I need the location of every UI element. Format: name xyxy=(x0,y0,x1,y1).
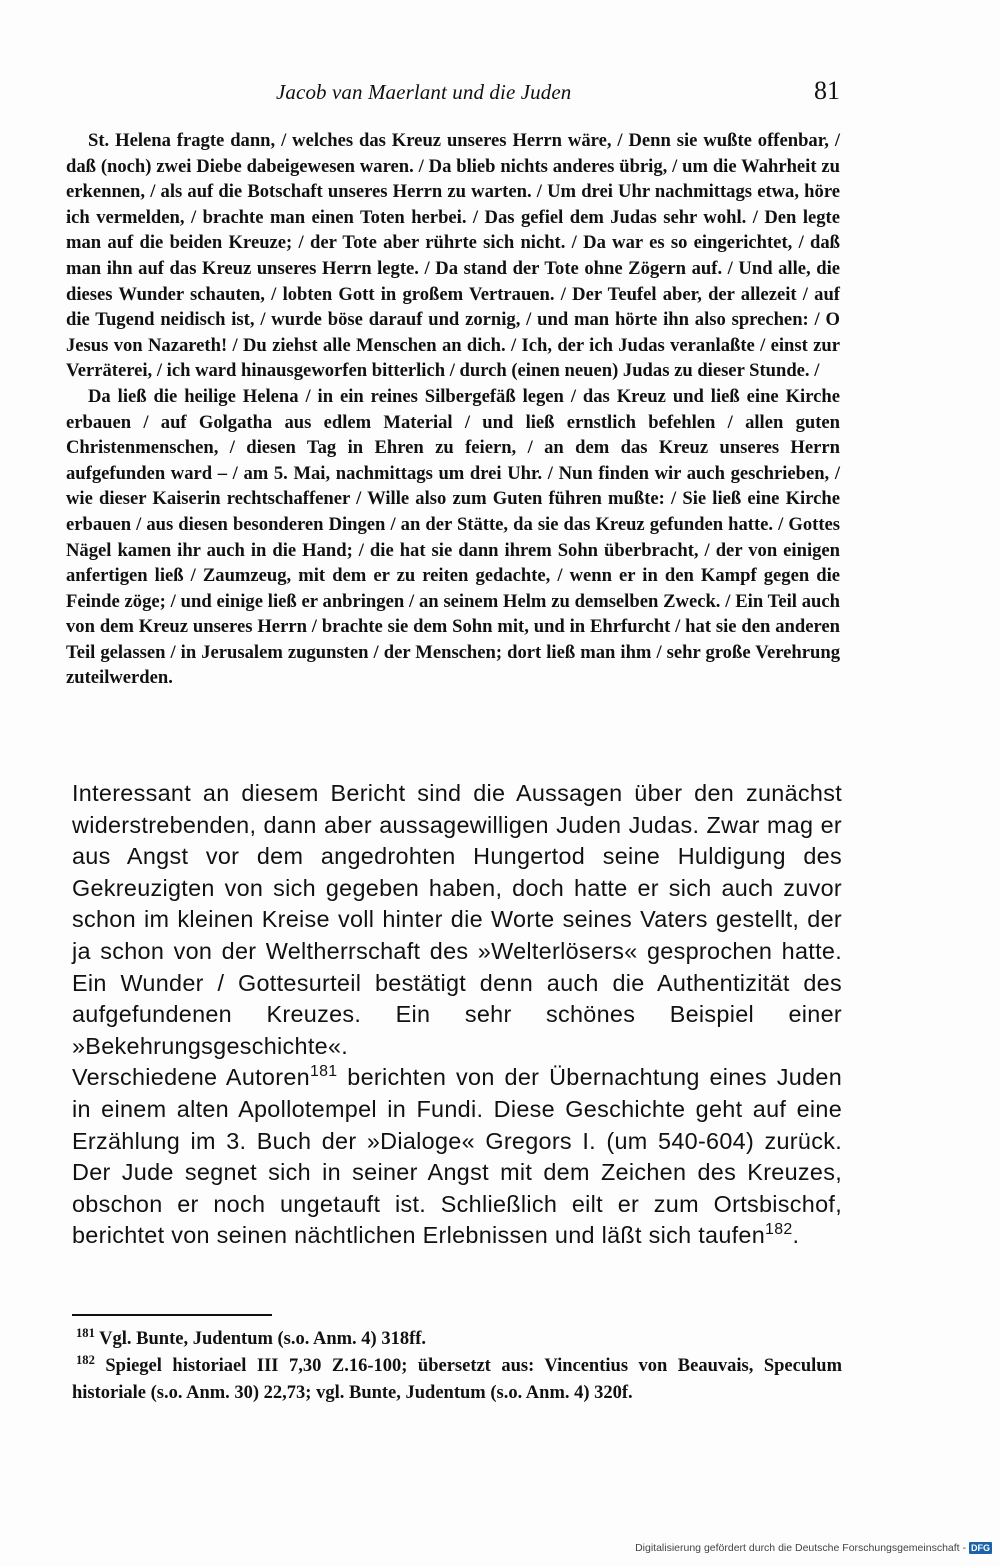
digitization-credit xyxy=(635,1542,992,1554)
credit-text: Digitalisierung gefördert durch die Deutsche Forschungsgemeinschaft - xyxy=(635,1542,966,1554)
quote-paragraph-2: Da ließ die heilige Helena / in ein reines Silbergefäß legen / das Kreuz und ließ eine Kirche erbauen / auf Golgatha aus edlem Material / und ließ ernstlich befehlen / allen guten Christenmenschen, / diesen Tag in Ehren zu feiern, / an dem das Kreuz unseres Herrn aufgefunden ward – / am 5. Mai, nachmittags um drei Uhr. / Nun finden wir auch geschrieben, / wie dieser Kaiserin rechtschaffener / Wille also zum Guten führen mußte: / Sie ließ eine Kirche erbauen / aus diesen besonderen Dingen / an der Stätte, da sie das Kreuz gefunden hatte. / Gottes Nägel kamen ihr auch in die Hand; / die hat sie dann ihrem Sohn überbracht, / der von einigen anfertigen ließ / Zaumzeug, mit dem er zu reiten gedachte, / wenn er in den Kampf gegen die Feinde zöge; / und einige ließ er anbringen / an seinem Helm zu demselben Zweck. / Ein Teil auch von dem Kreuz unseres Herrn / brachte sie dem Sohn mit, und in Ehrfurcht / hat sie den anderen Teil gelassen / in Jerusalem zugunsten / der Menschen; dort ließ man ihm / sehr große Verehrung zuteilwerden. xyxy=(66,385,840,689)
quoted-passage xyxy=(66,128,840,691)
body-paragraph-1: Interessant an diesem Bericht sind die Aussagen über den zunächst widerstrebenden, dann aber aussagewilligen Juden Judas. Zwar mag er aus Angst vor dem angedrohten Hungertod seine Huldigung des Gekreuzigten von sich gegeben haben, doch hatte er sich auch zuvor schon im kleinen Kreise voll hinter die Worte seines Vaters gestellt, der ja schon von der Weltherrschaft des »Welterlösers« gesprochen hatte. Ein Wunder / Gottesurteil bestätigt denn auch die Authentizität des aufgefundenen Kreuzes. Ein sehr schönes Beispiel einer »Bekehrungsgeschichte«. xyxy=(72,780,842,1059)
footnote-text: Spiegel historiael III 7,30 Z.16-100; übersetzt aus: Vincentius von Beauvais, Speculum historiale (s.o. Anm. 30) 22,73; vgl. Bunte, Judentum (s.o. Anm. 4) 320f. xyxy=(72,1356,842,1403)
body-text-run: berichten von der Übernachtung eines Juden in einem alten Apollotempel in Fundi. Diese Geschichte geht auf eine Erzählung im 3. Buch der »Dialoge« Gregors I. (um 540-604) zurück. Der Jude segnet sich in seiner Angst mit dem Zeichen des Kreuzes, obschon er noch ungetauft ist. Schließlich eilt er zum Ortsbischof, berichtet von seinen nächtlichen Erlebnissen und läßt sich taufen xyxy=(72,1064,842,1249)
body-text-run: Verschiedene Autoren xyxy=(72,1064,310,1091)
body-paragraph-2 xyxy=(72,1062,842,1252)
footnotes xyxy=(72,1326,842,1407)
dfg-logo: DFG xyxy=(971,1543,990,1553)
footnote-ref-182: 182 xyxy=(765,1221,793,1239)
page-header xyxy=(66,76,840,108)
footnote-181 xyxy=(72,1326,842,1353)
body-text-run: . xyxy=(792,1222,800,1249)
footnote-number: 182 xyxy=(76,1352,95,1367)
page-number: 81 xyxy=(814,76,840,105)
footnote-text: Vgl. Bunte, Judentum (s.o. Anm. 4) 318ff. xyxy=(94,1329,427,1349)
running-title: Jacob van Maerlant und die Juden xyxy=(276,80,572,104)
quote-paragraph-1: St. Helena fragte dann, / welches das Kreuz unseres Herrn wäre, / Denn sie wußte offenbar, / daß (noch) zwei Diebe dabeigewesen waren. / Da blieb nichts anderes übrig, / um die Wahrheit zu erkennen, / als auf die Botschaft unseres Herrn zu warten. / Um drei Uhr nachmittags etwa, höre ich vermelden, / brachte man einen Toten herbei. / Das gefiel dem Judas sehr wohl. / Den legte man auf die beiden Kreuze; / der Tote aber rührte sich nicht. / Da war es so eingerichtet, / daß man ihn auf das Kreuz unseres Herrn legte. / Da stand der Tote ohne Zögern auf. / Und alle, die dieses Wunder schauten, / lobten Gott in großem Vertrauen. / Der Teufel aber, der allezeit / auf die Tugend neidisch ist, / wurde böse darauf und zornig, / und man hörte ihn also sprechen: / O Jesus von Nazareth! / Du ziehst alle Menschen an dich. / Ich, der ich Judas veranlaßte / einst zur Verräterei, / ich ward hinausgeworfen bitterlich / durch (einen neuen) Judas zu dieser Stunde. / xyxy=(66,130,840,382)
footnote-ref-181: 181 xyxy=(309,1063,338,1081)
body-text xyxy=(72,778,842,1252)
footnote-separator xyxy=(72,1314,272,1316)
footnote-182 xyxy=(72,1353,842,1407)
footnote-number: 181 xyxy=(76,1325,95,1340)
